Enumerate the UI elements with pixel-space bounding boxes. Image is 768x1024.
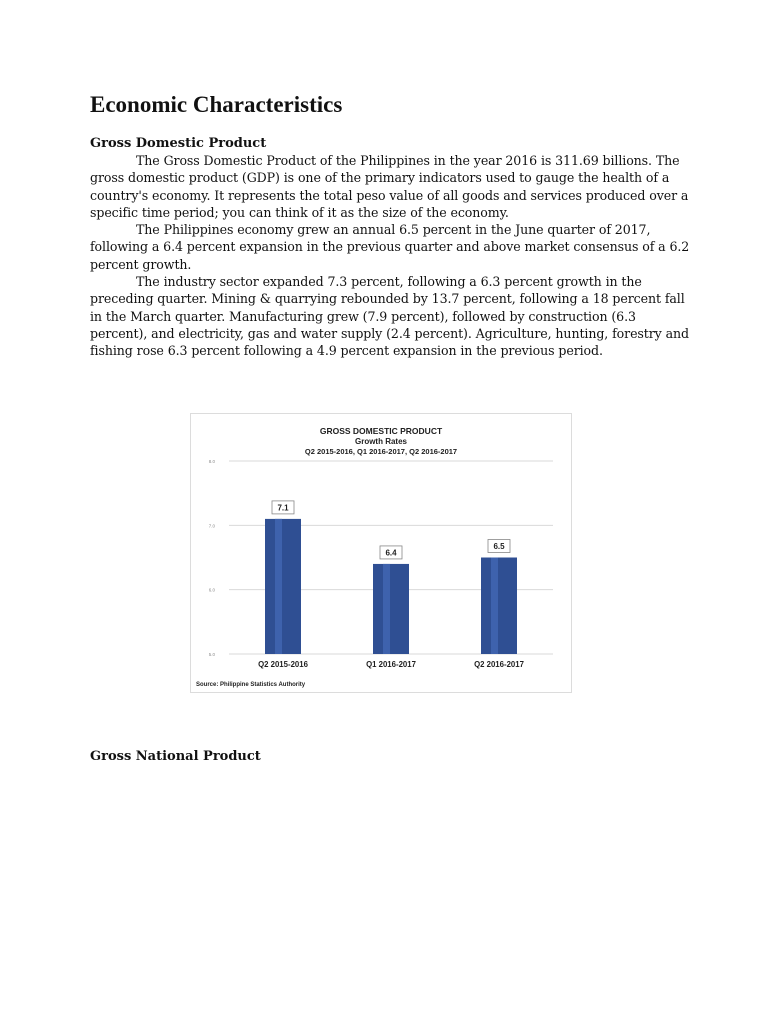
paragraph-gdp-3: The industry sector expanded 7.3 percent, following a 6.3 percent growth in the preceding quarter. Mining & quarrying rebounded by 13.7 percent, following a 18 percent fall in the March quarter. Manufacturing grew (7.9 percent), followed by construction (6.3 percent), and electricity, gas and water supply (2.4 percent). Agriculture, hunting, forestry and fishing rose 6.3 percent following a 4.9 percent expansion in the previous period. — [90, 274, 689, 359]
chart-source: Source: Philippine Statistics Authority — [196, 682, 306, 688]
paragraph-gdp-1: The Gross Domestic Product of the Philippines in the year 2016 is 311.69 billions. The gross domestic product (GDP) is one of the primary indicators used to gauge the health of a country's economy. It represents the total peso value of all goods and services produced over a specific time period; you can think of it as the size of the economy. — [90, 153, 689, 220]
x-tick-label: Q1 2016-2017 — [366, 660, 416, 669]
x-tick-label: Q2 2015-2016 — [258, 660, 308, 669]
chart-subtitle: Growth Rates — [354, 437, 408, 446]
section-heading-gdp: Gross Domestic Product — [90, 136, 267, 151]
section-heading-gnp: Gross National Product — [90, 749, 261, 764]
value-label: 6.5 — [493, 542, 505, 551]
gdp-growth-chart — [190, 413, 572, 693]
x-tick-label: Q2 2016-2017 — [474, 660, 524, 669]
paragraph-gdp-2: The Philippines economy grew an annual 6.5 percent in the June quarter of 2017, following a 6.4 percent expansion in the previous quarter and above market consensus of a 6.2 percent growth. — [90, 222, 690, 272]
y-tick-label: 8.0 — [208, 459, 215, 464]
y-tick-label: 6.0 — [208, 587, 215, 593]
value-label: 6.4 — [385, 548, 397, 558]
bar-highlight — [275, 519, 282, 654]
bar-highlight — [491, 558, 498, 655]
bar — [481, 558, 517, 655]
y-tick-label: 7.0 — [208, 523, 215, 529]
page-title: Economic Characteristics — [90, 92, 343, 117]
bar-highlight — [383, 564, 390, 654]
chart-title: GROSS DOMESTIC PRODUCT — [319, 426, 443, 436]
chart-svg — [191, 414, 571, 692]
chart-bars — [258, 501, 524, 669]
bar — [373, 564, 409, 654]
y-tick-label: 5.0 — [208, 652, 215, 657]
value-label: 7.1 — [277, 503, 289, 513]
document-page — [90, 90, 690, 360]
chart-period-subtitle: Q2 2015-2016, Q1 2016-2017, Q2 2016-2017 — [304, 447, 458, 456]
bar — [265, 519, 301, 654]
